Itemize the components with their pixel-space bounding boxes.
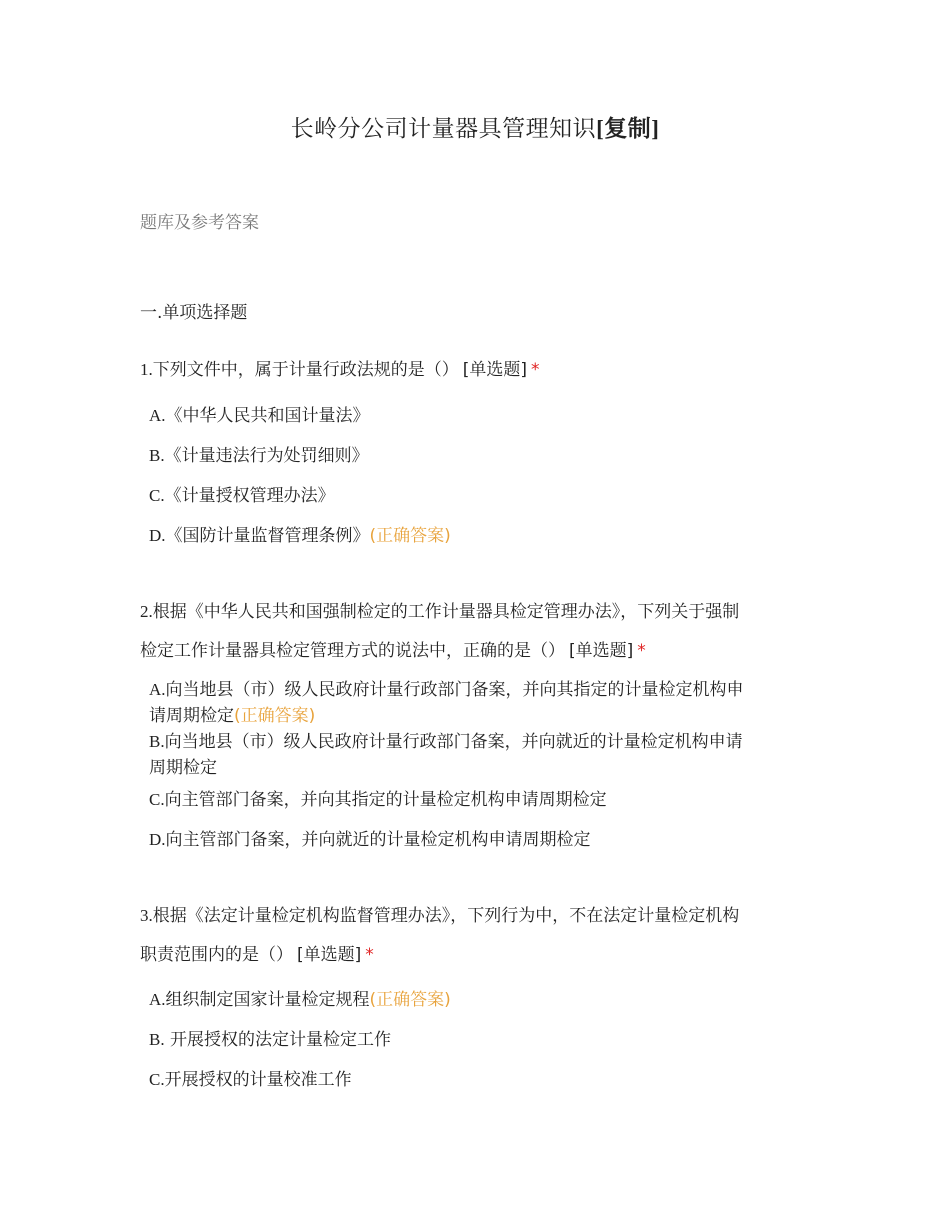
question-text: 根据《法定计量检定机构监督管理办法》，下列行为中，不在法定计量检定机构: [152, 906, 740, 926]
option-letter: A.: [149, 680, 166, 699]
required-mark: *: [365, 945, 374, 965]
correct-answer-label: (正确答案): [369, 990, 451, 1010]
question-text: 检定工作计量器具检定管理方式的说法中，正确的是（）: [140, 641, 565, 661]
q1-option-b[interactable]: [149, 446, 809, 466]
document-subtitle: 题库及参考答案: [140, 213, 259, 233]
question-text: 根据《中华人民共和国强制检定的工作计量器具检定管理办法》，下列关于强制: [152, 602, 740, 622]
option-letter: C.: [149, 486, 165, 505]
q1-option-a[interactable]: [149, 406, 809, 426]
q1-option-c[interactable]: [149, 486, 809, 506]
question-text: 下列文件中，属于计量行政法规的是（）: [152, 360, 459, 380]
option-line-2: [149, 703, 809, 729]
option-text: 周期检定: [149, 758, 217, 778]
q3-option-b[interactable]: [149, 1030, 809, 1050]
option-letter: A.: [149, 406, 166, 425]
option-letter: A.: [149, 990, 166, 1009]
question-text-line-1: [140, 896, 820, 936]
correct-answer-label: (正确答案): [369, 526, 451, 546]
option-letter: D.: [149, 526, 166, 545]
option-letter: B.: [149, 446, 165, 465]
q3-option-c[interactable]: [149, 1070, 809, 1090]
required-mark: *: [637, 641, 646, 661]
q1-option-d[interactable]: [149, 526, 809, 546]
option-text: 开展授权的法定计量检定工作: [164, 1030, 391, 1050]
question-text: 职责范围内的是（）: [140, 945, 293, 965]
correct-answer-label: (正确答案): [234, 706, 316, 726]
option-letter: C.: [149, 790, 165, 809]
required-mark: *: [531, 360, 540, 380]
q2-option-a[interactable]: [149, 677, 809, 729]
option-text: 向当地县（市）级人民政府计量行政部门备案，并向其指定的计量检定机构申: [165, 680, 744, 700]
question-text-line-2: [140, 632, 820, 671]
question-3: [140, 896, 820, 975]
option-line-1: [149, 729, 809, 755]
question-type: [单选题]: [569, 641, 634, 661]
question-1: [140, 350, 820, 390]
option-text: 《计量授权管理办法》: [164, 486, 335, 506]
option-letter: B.: [149, 1030, 165, 1049]
option-line-2: [149, 755, 809, 781]
question-number: 1.: [140, 360, 153, 379]
option-text: 组织制定国家计量检定规程: [165, 990, 370, 1010]
option-text: 请周期检定: [149, 706, 234, 726]
option-text: 《国防计量监督管理条例》: [165, 526, 370, 546]
option-text: 向主管部门备案，并向就近的计量检定机构申请周期检定: [165, 830, 591, 850]
q2-option-d[interactable]: [149, 830, 809, 850]
question-text-line-1: [140, 592, 820, 632]
question-number: 2.: [140, 602, 153, 621]
document-title-suffix: [复制]: [596, 116, 660, 141]
question-number: 3.: [140, 906, 153, 925]
section-heading: 一.单项选择题: [140, 303, 248, 323]
question-text-line-2: [140, 936, 820, 975]
document-title-main: 长岭分公司计量器具管理知识: [290, 116, 597, 142]
option-line-1: [149, 677, 809, 703]
option-text: 向当地县（市）级人民政府计量行政部门备案，并向就近的计量检定机构申请: [164, 732, 743, 752]
question-2: [140, 592, 820, 671]
question-type: [单选题]: [297, 945, 362, 965]
q2-option-b[interactable]: [149, 729, 809, 781]
option-letter: C.: [149, 1070, 165, 1089]
option-letter: D.: [149, 830, 166, 849]
q2-option-c[interactable]: [149, 790, 809, 810]
option-text: 向主管部门备案，并向其指定的计量检定机构申请周期检定: [164, 790, 607, 810]
q3-option-a[interactable]: [149, 990, 809, 1010]
question-type: [单选题]: [462, 360, 528, 380]
option-letter: B.: [149, 732, 165, 751]
document-title: [0, 110, 950, 143]
option-text: 开展授权的计量校准工作: [164, 1070, 352, 1090]
option-text: 《中华人民共和国计量法》: [165, 406, 370, 426]
option-text: 《计量违法行为处罚细则》: [164, 446, 369, 466]
